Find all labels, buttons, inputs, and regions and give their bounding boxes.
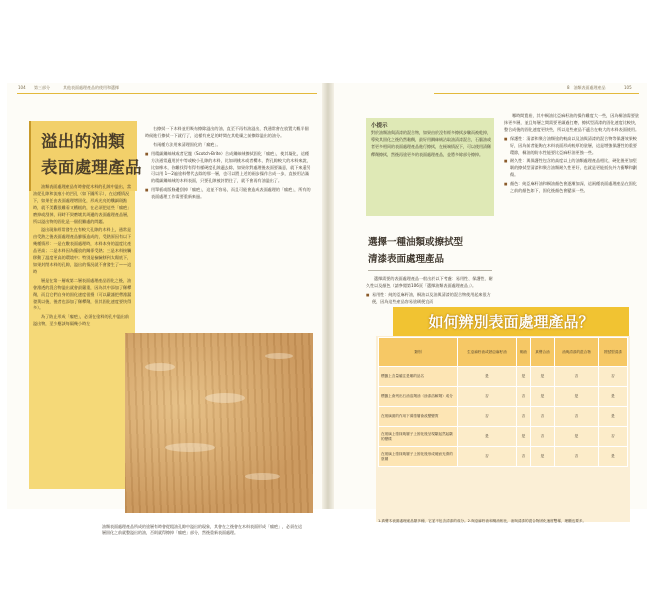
section-title-line-1: 選擇一種油類或擦拭型 — [368, 237, 464, 248]
table-cell: 是 — [530, 387, 554, 407]
paragraph: 層是在第一層或第二層表面處理產品固化之後，油會滲透的混合物溢出就會最嚴重，因為其中添加了稀釋劑，而且它們自身的固化速度很慢（可以嚴謹把帶滲漏發黃以後，後者也添加了稀釋劑，但其固化速度要快得多）。 — [33, 277, 132, 311]
table-row — [379, 447, 628, 467]
table-row — [379, 387, 628, 407]
table-cell: 是 — [458, 427, 517, 447]
row-label: 標籤上含量確注是哪的品名 — [379, 367, 458, 387]
tip-title: 小提示 — [371, 123, 388, 129]
left-running-title: 其他表面處理產品的使用和選擇 — [63, 85, 119, 90]
left-page — [7, 83, 322, 535]
paragraph: 溢出現象經常發生在有較大孔隙的木料上，通常是由受熱之後表面處理產品膨脹造成的，受熱原因有以下幾種情形：一是在數表面處理時，木料本身的溫度比產品更高；二是木料因為擺放的關係受熱；三是木料接觸移動了溫度更高的環境中；特別是檢驗移到太陽底下，如果封閉木料的孔隙，溢出的情況就不會發生了——這時 — [33, 227, 132, 274]
table-cell: 否 — [458, 447, 517, 467]
paragraph: 為了防止形成「瘤疤」，必須在塗料的孔中溢出前溢出物，至少應該每隔幾小時左 — [33, 314, 130, 327]
table-cell: 否 — [516, 447, 530, 467]
comparison-table-panel — [376, 336, 630, 522]
paragraph: 哪時間寬裕，其中桐油比亞麻籽油的操作難度大一些，因為桐油需要塗抹更多層，並且每層之間需要更細過打磨，擦拭型清漆的固化速度比較快，整合成後的固化速度更快些，所以這些產品不適合在較大的木料表面使用。 — [504, 113, 640, 132]
paragraph: 油類表面處理產品有時會從木料的孔隙中溢出，當油從孔隙和流痕小的凹孔（如下圖所示），在這種情況下，如果任由表面處理增固化，形成光亮的纖細斑點時，就不美觀很難看又糟糕的，在必須把這些「瘤疤」磨掉或刮掉，同時不毀磨壞其周邊的表面處理產品層，所以溢出物的固化是一個很難處的問題。 — [33, 184, 132, 224]
section-title — [368, 234, 463, 268]
tip-text: 對於油類油與清漆的混合物，如果由於沒有經多擦拭步驟而被乾掉，導致其固化之後仍然黏稠，最好用鋼絲絨沾取油清漆混合，石腦油或者更多相同的表面處理產品進行擦拭，在極端情況下，可以使用清稀釋劑擦拭，然後再塗更多的表面處理產品，並將多餘部分擦掉。 — [371, 130, 491, 157]
photo-caption: 油類表面處理產品所成的塗層有時會從粗油孔隙中溢出的現象，其會在之後會在木料表面形成「瘤疤」，必須在這層固化之前就整溢出的油，否則就得擦掉「瘤疤」部分，然後重新表面處理。 — [102, 524, 302, 535]
left-page-number: 104 — [18, 85, 26, 90]
table-row — [379, 367, 628, 387]
table-header: 類別 — [379, 338, 458, 367]
table-cell: 否 — [598, 427, 627, 447]
table-cell: 否 — [516, 407, 530, 427]
title-panel — [29, 121, 142, 191]
left-chapter-label: 第三部分 — [34, 85, 50, 90]
book-gutter — [322, 83, 334, 509]
row-label: 在玻璃上塗抹幾層子上固化後呈現皺起然起皺的變樣 — [379, 427, 458, 447]
right-chapter-label: 8 油類表面處理產品 — [567, 85, 606, 90]
table-cell: 是 — [598, 387, 627, 407]
table-cell: 否 — [530, 407, 554, 427]
table-cell: 否 — [516, 387, 530, 407]
table-cell: 是 — [530, 367, 554, 387]
section-rule — [368, 270, 492, 271]
table-cell: 是 — [530, 447, 554, 467]
paragraph: 選擇需要的表面處理產品一般出於以下考慮：易用性、保護性、耐久性以及顏色（請參閱第106頁「選擇油類表面處理產品」）。 — [366, 276, 493, 288]
table-cell: 否 — [458, 387, 517, 407]
table-cell: 否 — [598, 367, 627, 387]
table-cell: 否 — [555, 447, 599, 467]
comparison-table — [378, 337, 628, 467]
table-cell: 是 — [555, 427, 599, 447]
table-banner — [393, 307, 629, 336]
header-rule — [434, 93, 639, 94]
bullet-item: ■ 耐久性：與保護性包含的高度以上的油類處理產品相比，硬化後更加堅韌的擦拭型清漆和聚合油類耐久性更好，也就是更能抵抗外力衝擊和劃傷。 — [504, 158, 640, 179]
title-line-2: 表面處理產品 — [41, 158, 142, 177]
paragraph: 右擦拭一下木料並用吸布擦除溢出的油，直至不再有油溢出，我通常會在放置大概半個時候進行擦拭一下就行了，這樣有充足的時間在其乾燥之前擦除溢出的油分。 — [145, 126, 309, 138]
table-cell: 是 — [598, 447, 627, 467]
header-rule — [17, 93, 317, 94]
row-label: 在玻璃面的作用下薄塗層會改變變質 — [379, 407, 458, 427]
row-label: 標籤上會列出石油溶劑油（涂漆溶解劑）成分 — [379, 387, 458, 407]
bullet-item: ■ 保護性：清漆和聚合油類塗的較高以及油與清漆的混合物等保護效果較好，因為前者能夠在木料表面形成較厚的塗層，這是增強保護性的重要環節，桐油的防水性能要比亞麻籽油更強一些。 — [504, 136, 640, 157]
table-cell: 是 — [516, 367, 530, 387]
table-cell: 否 — [555, 367, 599, 387]
title-line-1: 溢出的油類 — [41, 132, 125, 151]
bullet-item: ■ 用單板或版條邊刮掉「瘤疤」，這並不容易，而且可能會造成表面處理的「瘤疤」，所有的表面處理工作需要重新來過。 — [145, 187, 311, 201]
row-label: 在玻璃上塗抹幾層子上固化後形成硬而光滑的塗層 — [379, 447, 458, 467]
table-header: 生亞麻籽油或熟亞麻籽油 — [458, 338, 517, 367]
table-banner-title: 如何辨別表面處理產品？ — [428, 313, 594, 331]
table-footnote: 1.真聲木表面處理產品類多種，它並不包含清漆的成分。2.與亞麻籽油和桐油相比，油與清漆的混合物固化速度雙稀，理顯也要多。 — [378, 519, 587, 523]
table-row — [379, 427, 628, 447]
table-cell: 是 — [458, 367, 517, 387]
table-header: 桐油 — [516, 338, 530, 367]
bullet-item: ■ 用精細鋼絲絨或者尼龍（Scotch-Brite）合成鋼絲絨擦拭固化「瘤疤」，使其凝化，這種方法通常適用於中等或較小孔隙的木料，比如胡桃木或者櫻木，對孔隙較大的木料來說，比如橡木，你難找得有得有樣硬度孔隙適去除，如果你對處理後表面要滿意，就下來還另可以用 1～2遍塗料帶代去除的那一層，也可以將上述的兩步操作合成一步，直接用沾滿的精細鋼絲絨的木料表面，只要孔隙被封閉住了，就不會再有油溢出了。 — [145, 151, 311, 186]
section-title-line-2: 清漆表面處理產品 — [368, 254, 445, 265]
table-header: 油與清漆的混合物 — [555, 338, 599, 367]
table-header-row — [379, 338, 628, 367]
bullet-item: ■ 易用性：純的亞麻籽油，桐油以及油與清漆的混合物使用起來很方便，因為這些產品容易塗刷便宜而 — [366, 292, 494, 306]
table-cell: 是 — [598, 407, 627, 427]
table-header: 擦拭型清漆 — [598, 338, 627, 367]
table-cell: 是 — [516, 427, 530, 447]
bullet-item: ■ 顏色：純亞麻籽油和桐油顏色會逐漸加深，這兩種表面處理產品在固化之前的顏色如下，固化後顏色會變深一些。 — [504, 181, 640, 195]
table-cell: 否 — [555, 407, 599, 427]
right-page-number: 105 — [624, 85, 632, 90]
table-header: 真聲合油 — [530, 338, 554, 367]
table-cell: 否 — [458, 407, 517, 427]
wood-surface-photo — [125, 333, 313, 513]
paragraph: 有兩種方法用來清理固化的「瘤疤」。 — [153, 141, 221, 147]
table-row — [379, 407, 628, 427]
left-column-1 — [33, 184, 133, 491]
table-cell: 是 — [555, 387, 599, 407]
table-cell: 否 — [530, 427, 554, 447]
left-column-2 — [145, 126, 311, 326]
